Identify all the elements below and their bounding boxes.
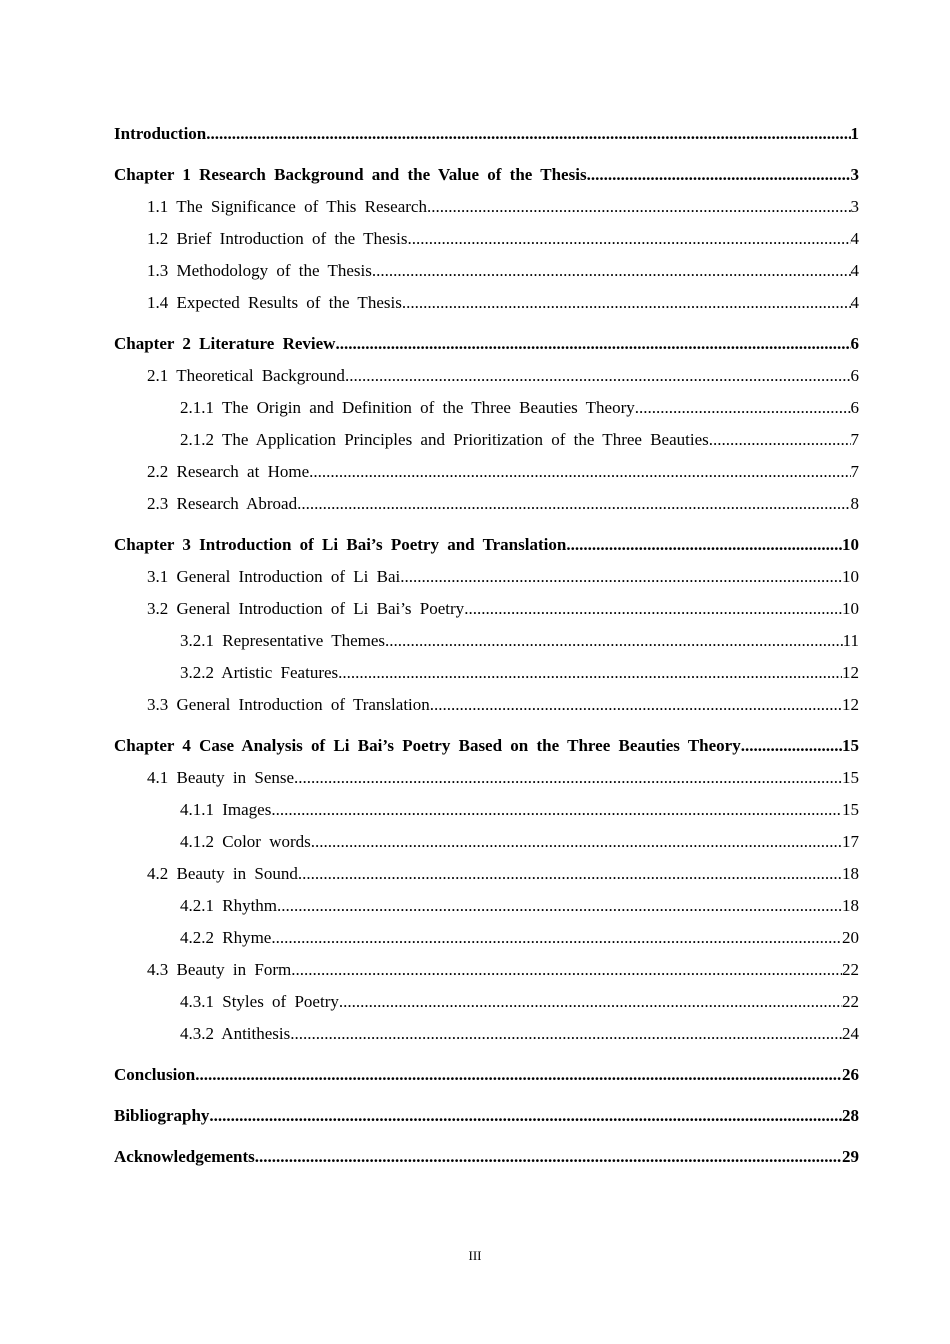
table-of-contents: [114, 118, 859, 1173]
toc-entry[interactable]: [114, 561, 859, 593]
toc-entry[interactable]: [114, 593, 859, 625]
toc-dot-leader: [309, 456, 850, 488]
toc-dot-leader: [271, 794, 842, 826]
toc-entry[interactable]: [114, 118, 859, 150]
toc-dot-leader: [427, 191, 851, 223]
toc-dot-leader: [566, 529, 842, 561]
toc-entry[interactable]: [114, 1018, 859, 1050]
toc-dot-leader: [385, 625, 843, 657]
toc-entry[interactable]: [114, 689, 859, 721]
toc-dot-leader: [195, 1059, 842, 1091]
toc-entry-page: 24: [842, 1024, 859, 1043]
toc-entry-title: Introduction: [114, 124, 207, 143]
toc-dot-leader: [290, 1018, 842, 1050]
toc-entry-title: 3.2.2 Artistic Features: [180, 663, 339, 682]
toc-dot-leader: [402, 287, 851, 319]
toc-entry-page: 15: [842, 736, 859, 755]
toc-dot-leader: [311, 826, 842, 858]
toc-entry-page: 12: [842, 663, 859, 682]
toc-entry-page: 7: [850, 462, 859, 481]
toc-dot-leader: [338, 657, 842, 689]
toc-entry-page: 1: [850, 124, 859, 143]
toc-entry-page: 15: [842, 800, 859, 819]
toc-entry[interactable]: [114, 890, 859, 922]
toc-entry-title: Bibliography: [114, 1106, 210, 1125]
toc-entry[interactable]: [114, 826, 859, 858]
toc-entry[interactable]: [114, 858, 859, 890]
toc-entry[interactable]: [114, 488, 859, 520]
toc-dot-leader: [298, 858, 842, 890]
toc-dot-leader: [297, 488, 850, 520]
toc-dot-leader: [587, 159, 851, 191]
toc-entry-title: 2.1 Theoretical Background: [147, 366, 345, 385]
toc-entry-title: 4.1.1 Images: [180, 800, 272, 819]
toc-entry[interactable]: [114, 191, 859, 223]
toc-entry-title: 4.1.2 Color words: [180, 832, 311, 851]
toc-entry-page: 18: [842, 864, 859, 883]
toc-entry-page: 29: [842, 1147, 859, 1166]
toc-entry[interactable]: [114, 392, 859, 424]
toc-entry-title: 4.2.2 Rhyme: [180, 928, 272, 947]
toc-entry-title: 4.2.1 Rhythm: [180, 896, 278, 915]
toc-entry[interactable]: [114, 255, 859, 287]
toc-dot-leader: [400, 561, 842, 593]
toc-entry-page: 17: [842, 832, 859, 851]
toc-entry[interactable]: [114, 159, 859, 191]
toc-entry-page: 28: [842, 1106, 859, 1125]
toc-entry-title: 4.3.1 Styles of Poetry: [180, 992, 339, 1011]
toc-entry-title: Conclusion: [114, 1065, 196, 1084]
toc-dot-leader: [464, 593, 842, 625]
toc-dot-leader: [407, 223, 850, 255]
toc-dot-leader: [345, 360, 851, 392]
toc-entry-page: 6: [850, 334, 859, 353]
toc-entry-page: 4: [850, 229, 859, 248]
toc-entry[interactable]: [114, 287, 859, 319]
toc-entry-page: 6: [850, 366, 859, 385]
toc-entry-page: 18: [842, 896, 859, 915]
toc-entry[interactable]: [114, 529, 859, 561]
toc-entry[interactable]: [114, 625, 859, 657]
toc-entry-page: 22: [842, 992, 859, 1011]
toc-entry-title: 3.3 General Introduction of Translation: [147, 695, 430, 714]
toc-entry[interactable]: [114, 657, 859, 689]
toc-entry-page: 10: [842, 599, 859, 618]
toc-entry-page: 26: [842, 1065, 859, 1084]
toc-entry-title: Chapter 2 Literature Review: [114, 334, 336, 353]
toc-entry-page: 22: [842, 960, 859, 979]
toc-entry-page: 12: [842, 695, 859, 714]
toc-dot-leader: [339, 986, 842, 1018]
toc-entry-page: 4: [850, 261, 859, 280]
toc-entry[interactable]: [114, 762, 859, 794]
toc-dot-leader: [372, 255, 851, 287]
toc-entry[interactable]: [114, 922, 859, 954]
toc-entry-page: 3: [850, 197, 859, 216]
toc-entry[interactable]: [114, 223, 859, 255]
toc-entry-page: 8: [850, 494, 859, 513]
toc-entry-page: 15: [842, 768, 859, 787]
toc-dot-leader: [271, 922, 842, 954]
toc-entry-title: 3.2.1 Representative Themes: [180, 631, 386, 650]
toc-entry-title: 2.3 Research Abroad: [147, 494, 298, 513]
toc-entry-page: 10: [842, 567, 859, 586]
toc-dot-leader: [255, 1141, 842, 1173]
toc-dot-leader: [709, 424, 851, 456]
toc-entry-page: 3: [850, 165, 859, 184]
toc-entry-title: 1.2 Brief Introduction of the Thesis: [147, 229, 408, 248]
toc-entry[interactable]: [114, 360, 859, 392]
toc-dot-leader: [294, 762, 842, 794]
toc-entry[interactable]: [114, 456, 859, 488]
toc-entry[interactable]: [114, 424, 859, 456]
toc-dot-leader: [335, 328, 850, 360]
toc-entry-page: 6: [850, 398, 859, 417]
toc-entry-title: 4.3 Beauty in Form: [147, 960, 292, 979]
toc-entry-page: 10: [842, 535, 859, 554]
toc-entry[interactable]: [114, 328, 859, 360]
toc-dot-leader: [291, 954, 842, 986]
toc-entry-page: 11: [842, 631, 859, 650]
toc-dot-leader: [430, 689, 842, 721]
toc-dot-leader: [635, 392, 851, 424]
toc-entry-title: 4.3.2 Antithesis: [180, 1024, 291, 1043]
toc-entry-title: 2.2 Research at Home: [147, 462, 310, 481]
toc-dot-leader: [277, 890, 842, 922]
toc-entry[interactable]: [114, 1141, 859, 1173]
toc-entry[interactable]: [114, 954, 859, 986]
toc-entry-title: 4.1 Beauty in Sense: [147, 768, 295, 787]
toc-dot-leader: [206, 118, 850, 150]
toc-entry-page: 7: [850, 430, 859, 449]
toc-entry-title: 2.1.1 The Origin and Definition of the Three Beauties Theory: [180, 398, 635, 417]
toc-entry-title: Chapter 1 Research Background and the Value of the Thesis: [114, 165, 587, 184]
toc-dot-leader: [741, 730, 842, 762]
toc-dot-leader: [209, 1100, 842, 1132]
toc-entry-page: 20: [842, 928, 859, 947]
toc-entry-title: 3.2 General Introduction of Li Bai’s Poetry: [147, 599, 465, 618]
toc-entry[interactable]: [114, 1100, 859, 1132]
toc-entry-title: 1.1 The Significance of This Research: [147, 197, 427, 216]
toc-entry[interactable]: [114, 794, 859, 826]
toc-entry[interactable]: [114, 986, 859, 1018]
toc-entry-title: 3.1 General Introduction of Li Bai: [147, 567, 401, 586]
toc-entry[interactable]: [114, 730, 859, 762]
toc-entry-page: 4: [850, 293, 859, 312]
toc-entry-title: 1.4 Expected Results of the Thesis: [147, 293, 402, 312]
toc-entry[interactable]: [114, 1059, 859, 1091]
toc-entry-title: Chapter 3 Introduction of Li Bai’s Poetry and Translation: [114, 535, 567, 554]
toc-entry-title: Chapter 4 Case Analysis of Li Bai’s Poetry Based on the Three Beauties Theory: [114, 736, 741, 755]
toc-entry-title: Acknowledgements: [114, 1147, 255, 1166]
toc-entry-title: 1.3 Methodology of the Thesis: [147, 261, 372, 280]
toc-entry-title: 2.1.2 The Application Principles and Prioritization of the Three Beauties: [180, 430, 709, 449]
toc-entry-title: 4.2 Beauty in Sound: [147, 864, 298, 883]
page-number: III: [468, 1248, 482, 1263]
